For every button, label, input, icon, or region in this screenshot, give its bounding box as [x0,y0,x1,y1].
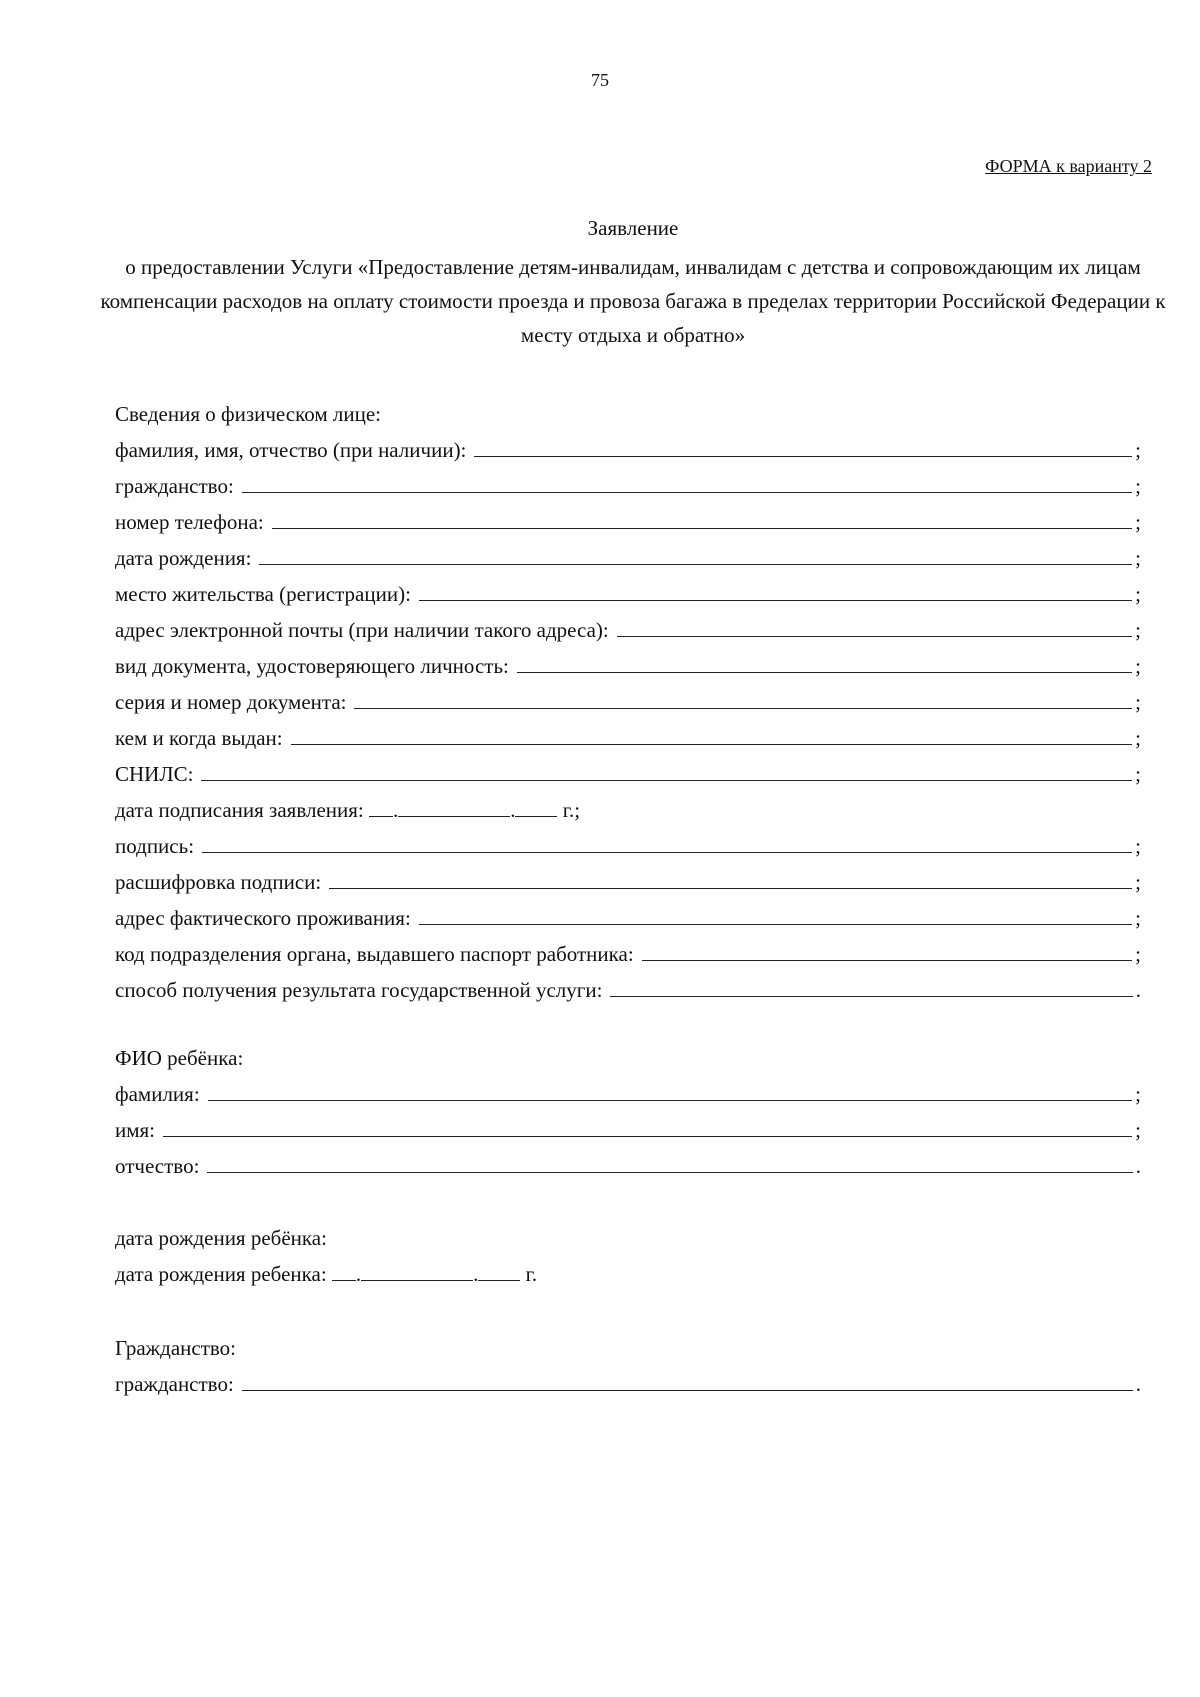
form-field[interactable] [115,432,1141,468]
form-field[interactable] [115,936,1141,972]
field-end: ; [1135,618,1141,642]
document-title: Заявление [587,216,679,240]
field-line[interactable] [259,542,1132,565]
page-number: 75 [591,70,609,90]
document-subtitle: о предоставлении Услуги «Предоставление детям-инвалидам, инвалидам с детства и сопровождающим их лицам компенсации расходов на оплату стоимости проезда и провоза багажа в пределах территории Российской Федерации к месту отдыха и обратно» [100,255,1166,347]
field-label: вид документа, удостоверяющего личность: [115,654,509,678]
field-line[interactable] [419,902,1132,925]
field-end: . [1135,978,1141,1002]
field-end: ; [1135,1082,1141,1106]
field-end: ; [1135,474,1141,498]
field-line[interactable] [517,650,1132,673]
field-line[interactable] [354,686,1132,709]
form-field[interactable] [115,684,1141,720]
field-label: адрес фактического проживания: [115,906,411,930]
person-section [115,396,1141,1008]
child-birth-month[interactable] [361,1258,473,1281]
sign-date-suffix: г.; [562,798,581,822]
field-line[interactable] [242,470,1132,493]
field-line[interactable] [474,434,1132,457]
sign-date-label: дата подписания заявления: [115,798,364,822]
field-line[interactable] [272,506,1132,529]
field-end: ; [1135,906,1141,930]
field-label: расшифровка подписи: [115,870,322,894]
field-line[interactable] [419,578,1132,601]
field-end: ; [1135,834,1141,858]
field-end: ; [1135,546,1141,570]
form-field[interactable] [115,864,1141,900]
child-birth-heading: дата рождения ребёнка: [115,1226,327,1250]
form-field[interactable] [115,540,1141,576]
form-field[interactable] [115,612,1141,648]
child-birth-day[interactable] [332,1258,356,1281]
field-label: СНИЛС: [115,762,194,786]
form-field[interactable] [115,900,1141,936]
field-label: серия и номер документа: [115,690,347,714]
field-label: гражданство: [115,1372,234,1396]
person-heading: Сведения о физическом лице: [115,402,381,426]
form-field[interactable] [115,828,1141,864]
field-label: подпись: [115,834,195,858]
field-end: ; [1135,582,1141,606]
field-label: гражданство: [115,474,234,498]
form-field[interactable] [115,1076,1141,1112]
field-end: ; [1135,654,1141,678]
child-birth-date-suffix: г. [525,1262,538,1286]
field-end: ; [1135,762,1141,786]
field-end: ; [1135,510,1141,534]
sign-date-day[interactable] [369,794,393,817]
field-line[interactable] [617,614,1132,637]
sign-date-field[interactable]: дата подписания заявления: . . г.; [115,792,1141,828]
field-line[interactable] [207,1150,1132,1173]
form-field[interactable] [115,1112,1141,1148]
field-end: ; [1135,726,1141,750]
field-label: имя: [115,1118,156,1142]
field-end: ; [1135,942,1141,966]
child-name-section [115,1040,1141,1184]
form-field[interactable] [115,504,1141,540]
form-field[interactable] [115,1148,1141,1184]
field-line[interactable] [201,758,1132,781]
field-label: фамилия, имя, отчество (при наличии): [115,438,467,462]
field-end: . [1135,1372,1141,1396]
field-label: место жительства (регистрации): [115,582,411,606]
field-end: ; [1135,690,1141,714]
field-label: код подразделения органа, выдавшего паспорт работника: [115,942,634,966]
field-line[interactable] [642,938,1132,961]
form-field[interactable] [115,1366,1141,1402]
form-field[interactable] [115,756,1141,792]
form-field[interactable] [115,972,1141,1008]
field-line[interactable] [610,974,1132,997]
child-birth-date-field[interactable]: дата рождения ребенка: . . г. [115,1256,1141,1292]
field-line[interactable] [291,722,1133,745]
child-birth-section [115,1220,1141,1292]
child-birth-date-label: дата рождения ребенка: [115,1262,327,1286]
field-label: способ получения результата государственной услуги: [115,978,603,1002]
field-label: адрес электронной почты (при наличии такого адреса): [115,618,609,642]
child-birth-year[interactable] [478,1258,520,1281]
field-end: ; [1135,438,1141,462]
citizenship-section [115,1330,1141,1402]
citizenship-heading: Гражданство: [115,1336,236,1360]
field-line[interactable] [242,1368,1133,1391]
form-field[interactable] [115,720,1141,756]
field-line[interactable] [163,1114,1132,1137]
child-name-heading: ФИО ребёнка: [115,1046,244,1070]
field-end: . [1135,1154,1141,1178]
field-end: ; [1135,1118,1141,1142]
field-line[interactable] [208,1078,1132,1101]
sign-date-month[interactable] [398,794,510,817]
field-label: кем и когда выдан: [115,726,283,750]
field-label: дата рождения: [115,546,252,570]
field-label: фамилия: [115,1082,200,1106]
form-field[interactable] [115,468,1141,504]
field-line[interactable] [202,830,1132,853]
field-label: номер телефона: [115,510,264,534]
field-line[interactable] [329,866,1132,889]
field-label: отчество: [115,1154,200,1178]
field-end: ; [1135,870,1141,894]
form-field[interactable] [115,576,1141,612]
form-reference: ФОРМА к варианту 2 [985,156,1152,176]
form-field[interactable] [115,648,1141,684]
sign-date-year[interactable] [515,794,557,817]
